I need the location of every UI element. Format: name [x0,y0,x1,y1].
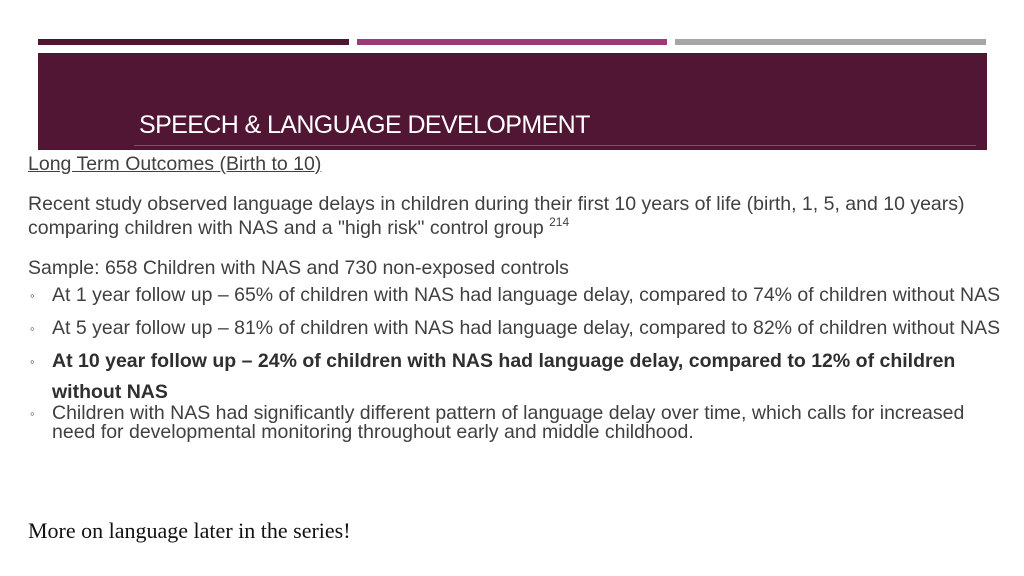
title-underline [134,145,976,146]
title-banner [38,53,987,150]
closing-note: More on language later in the series! [28,518,351,543]
accent-bar-magenta [357,39,667,45]
accent-bar-dark [38,39,349,45]
bullet-icon: ◦ [30,406,35,421]
bullet-icon: ◦ [30,321,35,336]
study-description [28,192,1008,240]
list-item-highlighted [28,346,1008,408]
bullet-text: At 5 year follow up – 81% of children with NAS had language delay, compared to 82% of children without NAS [52,317,1001,339]
list-item [28,280,1008,311]
findings-list [28,280,1008,442]
slide-content [28,152,1008,444]
bullet-text: At 1 year follow up – 65% of children with NAS had language delay, compared to 74% of children without NAS [52,284,1001,306]
bullet-text: At 10 year follow up – 24% of children with NAS had language delay, compared to 12% of children without NAS [52,350,956,403]
accent-bar-gray [675,39,986,45]
list-item [28,313,1008,344]
list-item [28,404,1008,442]
study-description-text: Recent study observed language delays in children during their first 10 years of life (birth, 1, 5, and 10 years) comparing children with NAS and a "high risk" control group [28,193,965,239]
slide-title: SPEECH & LANGUAGE DEVELOPMENT [139,111,590,139]
bullet-icon: ◦ [30,354,35,369]
reference-number: 214 [549,215,570,229]
bullet-text: Children with NAS had significantly different pattern of language delay over time, which calls for increased need for developmental monitoring throughout early and middle childhood. [52,402,965,443]
bullet-icon: ◦ [30,288,35,303]
sample-description: Sample: 658 Children with NAS and 730 non-exposed controls [28,257,569,279]
subheading: Long Term Outcomes (Birth to 10) [28,153,322,175]
